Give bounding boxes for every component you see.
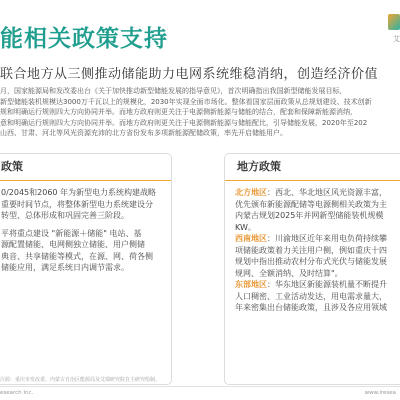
policy-text-line: 0/2045和2060 年为新型电力系统构建战略 bbox=[1, 188, 157, 197]
region-first-line bbox=[235, 187, 400, 199]
region-first-line bbox=[235, 279, 400, 291]
region-first-line bbox=[235, 233, 400, 245]
logo-mark-icon bbox=[388, 14, 400, 30]
region-text: ：华东地区新能源装机量不断提升 bbox=[267, 280, 387, 289]
policy-text-line: 规网、全额消纳、及时结算"。 bbox=[235, 268, 343, 278]
region-label-southwest: 西南地区 bbox=[235, 234, 267, 243]
policy-text-line: 内蒙古规划2025年并网新型储能装机规模 bbox=[235, 211, 384, 220]
policy-text-line: KW。 bbox=[235, 222, 256, 232]
footer-website: www.iresea bbox=[364, 390, 396, 396]
intro-line: 山西、甘肃、河北等风光资源充沛的北方省份发布多项新能源配储政策，率先开启储能用户。 bbox=[0, 129, 287, 137]
national-policy-panel bbox=[0, 153, 172, 385]
policy-text-line: 项储能政策着力关注用户侧，例如重庆十四 bbox=[235, 245, 387, 255]
intro-line: 意和明确运行规则四大方向协同并举。而地方政府则更关注于电源侧新能源与储能配比，引导储能发展，2020年至202 bbox=[0, 118, 368, 127]
footer-divider bbox=[0, 386, 400, 387]
policy-text-line: 典音、共享储能等模式，在源、网、荷各侧 bbox=[1, 251, 153, 261]
intro-line: 月，国家能源局和发改委出台《关于加快推动新型储能发展的指导意见》，首次明确指出我国新型储能发展目标， bbox=[0, 87, 347, 95]
intro-line: 新型储能装机规模达3000万千瓦以上的规模化，2030年实现全面市场化。整体看国家层面政策从总规划建设、技术创新 bbox=[0, 97, 372, 106]
national-policy-heading: 政策 bbox=[0, 154, 171, 181]
policy-text-line: 年来密集出台储能政策，且涉及各应用领域 bbox=[235, 303, 387, 312]
region-text: ：西北、华北地区风光资源丰富， bbox=[267, 188, 387, 197]
logo-caption: 艾 bbox=[393, 35, 400, 43]
brand-logo bbox=[384, 14, 400, 52]
local-policy-body bbox=[225, 181, 400, 314]
intro-line: 规和明确运行规则四大方向协同并举。而地方政府则更关注于电源侧新能源与储能的结合，配套和保障新能源消纳， bbox=[0, 108, 357, 116]
policy-text-line: 优先颁布新能源配储等电源侧相关政策为主 bbox=[235, 199, 387, 209]
local-policy-heading: 地方政策 bbox=[225, 154, 400, 181]
page-subtitle: 联合地方从三侧推动储能助力电网系统维稳消纳，创造经济价值 bbox=[0, 67, 379, 82]
policy-text-line: 平将重点建设 "新能源＋储能" 电站、基 bbox=[1, 228, 142, 238]
policy-text-line: 储能应用，满足系统日内调节需求。 bbox=[1, 263, 129, 272]
region-text: ：川渝地区近年来用电负荷持续攀 bbox=[267, 234, 387, 243]
policy-text-line: 源配置储能、电网侧独立储能、用户侧储 bbox=[1, 240, 145, 249]
national-policy-body bbox=[0, 181, 171, 274]
policy-text-line: 转型、总体形成和巩固完善三阶段。 bbox=[1, 211, 129, 220]
intro-paragraph bbox=[0, 86, 400, 139]
local-policy-panel bbox=[224, 153, 400, 385]
region-label-east: 东部地区 bbox=[235, 280, 267, 289]
policy-text-line: 重要时间节点，将整体新型电力系统建设分 bbox=[1, 199, 153, 209]
policy-text-line: 规划中指出推动农村分布式光伏与储能发展 bbox=[235, 257, 387, 266]
page-title: 能相关政策支持 bbox=[0, 26, 168, 52]
policy-text-line: 人口稠密、工业活动发达，用电需求量大， bbox=[235, 291, 387, 301]
region-label-north: 北方地区 bbox=[235, 188, 267, 197]
source-footnote: 注源：重庆市发改委、内蒙古自治区能源局及艾瑞研究院自主研究绘制。 bbox=[0, 377, 161, 383]
footer-copyright: esearch Inc. bbox=[0, 390, 34, 396]
